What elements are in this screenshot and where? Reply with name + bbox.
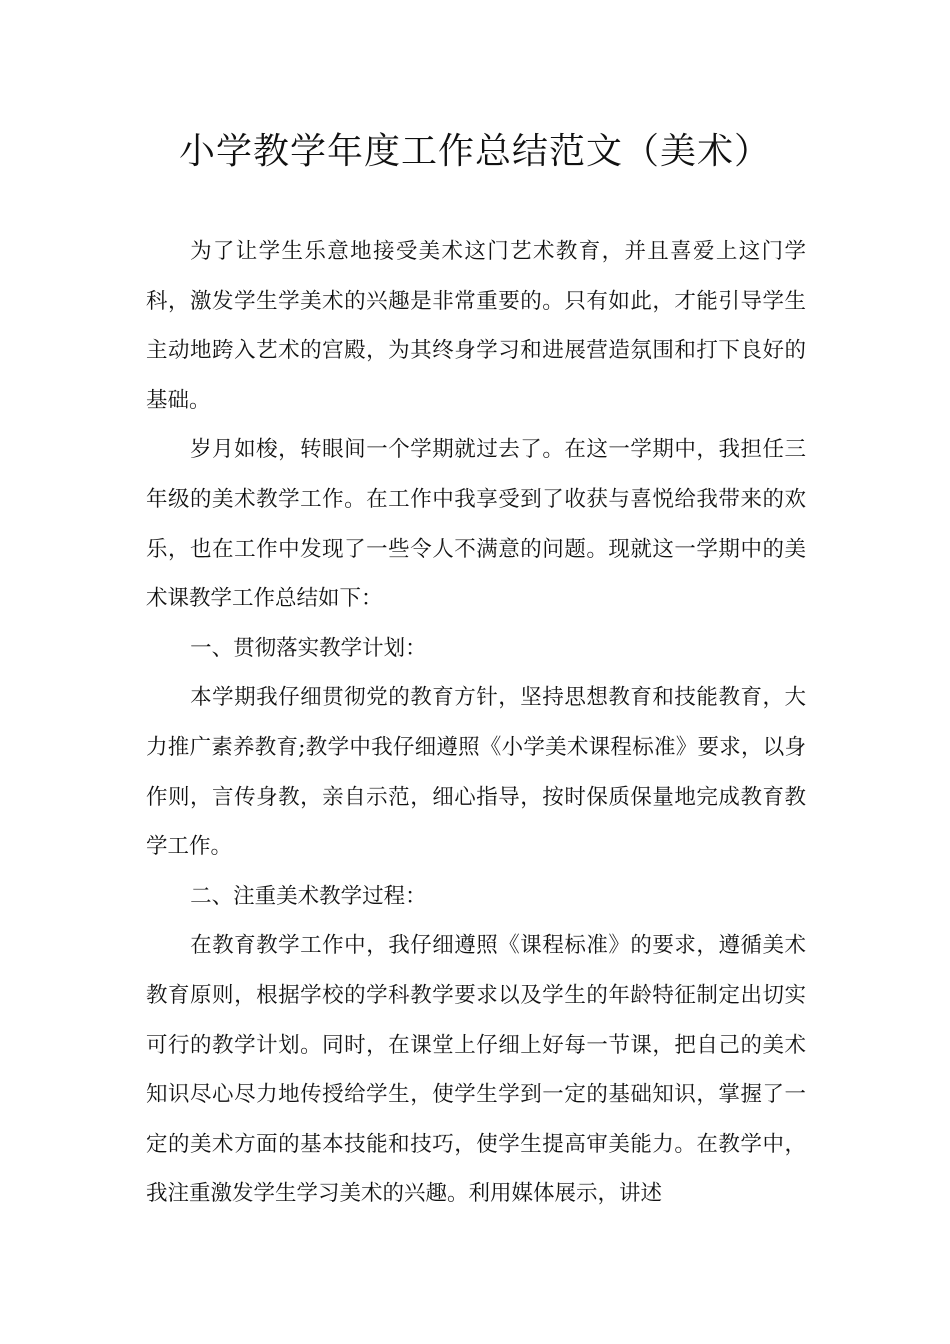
- document-body: [146, 227, 806, 1219]
- document-title: 小学教学年度工作总结范文（美术）: [178, 131, 771, 172]
- paragraph-semester: 岁月如梭，转眼间一个学期就过去了。在这一学期中，我担任三年级的美术教学工作。在工作中我享受到了收获与喜悦给我带来的欢乐，也在工作中发现了一些令人不满意的问题。现就这一学期中的美术课教学工作总结如下：: [146, 437, 806, 612]
- section-heading-1: 一、贯彻落实教学计划：: [190, 635, 427, 661]
- paragraph-section-2: 在教育教学工作中，我仔细遵照《课程标准》的要求，遵循美术教育原则，根据学校的学科教学要求以及学生的年龄特征制定出切实可行的教学计划。同时，在课堂上仔细上好每一节课，把自己的美术知识尽心尽力地传授给学生，使学生学到一定的基础知识，掌握了一定的美术方面的基本技能和技巧，使学生提高审美能力。在教学中，我注重激发学生学习美术的兴趣。利用媒体展示，讲述: [146, 933, 806, 1207]
- paragraph-section-1: 本学期我仔细贯彻党的教育方针，坚持思想教育和技能教育，大力推广素养教育;教学中我仔细遵照《小学美术课程标准》要求，以身作则，言传身教，亲自示范，细心指导，按时保质保量地完成教育教学工作。: [146, 685, 806, 860]
- paragraph-intro: 为了让学生乐意地接受美术这门艺术教育，并且喜爱上这门学科，激发学生学美术的兴趣是非常重要的。只有如此，才能引导学生主动地跨入艺术的宫殿，为其终身学习和进展营造氛围和打下良好的基础。: [146, 239, 806, 413]
- section-heading-2: 二、注重美术教学过程：: [190, 883, 427, 909]
